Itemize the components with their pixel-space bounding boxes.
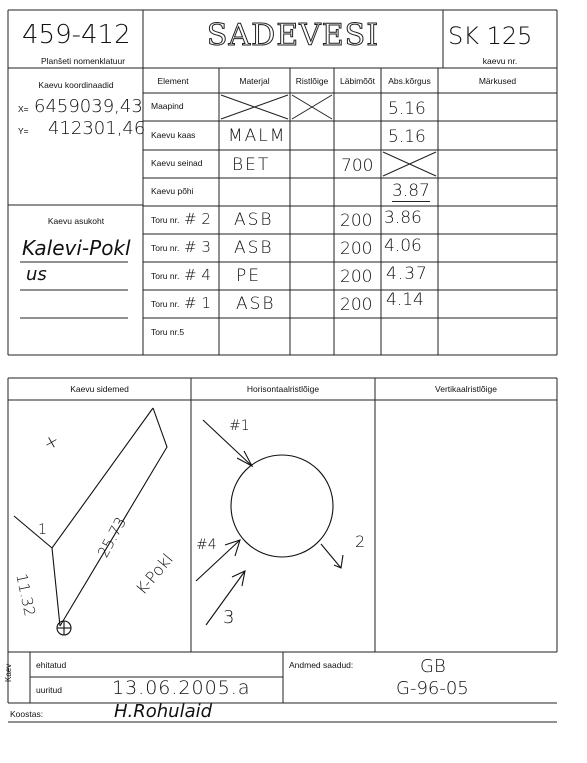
material-toru-2: ASB bbox=[234, 210, 274, 230]
header-abs-korgus: Abs.kõrgus bbox=[388, 76, 431, 86]
x-coordinate: 6459039,43 bbox=[34, 96, 143, 117]
location-line2: us bbox=[26, 264, 47, 285]
sketch-cross: + bbox=[39, 429, 64, 456]
x-prefix: X= bbox=[18, 104, 29, 114]
row-label-maapind: Maapind bbox=[151, 101, 184, 111]
abs-kaevu-pohi: 3.87 bbox=[392, 181, 430, 201]
row-label-toru-5: Toru nr.5 bbox=[151, 327, 185, 337]
sketch-point-1: 1 bbox=[38, 522, 47, 538]
well-number: SK 125 bbox=[448, 22, 533, 50]
pipe-number-3: # 3 bbox=[184, 238, 211, 256]
diameter-toru-1: 200 bbox=[340, 295, 373, 315]
sketch-distance-2: 25.73 bbox=[94, 514, 131, 561]
pipe-label-3: 3 bbox=[223, 607, 235, 628]
page-title: SADEVESI bbox=[206, 18, 380, 53]
sheet-number: 459-412 bbox=[22, 20, 131, 50]
pipe-number-4: # 4 bbox=[184, 266, 211, 284]
source-value-2: G-96-05 bbox=[396, 678, 469, 699]
coords-label: Kaevu koordinaadid bbox=[38, 80, 114, 90]
author-label: Koostas: bbox=[10, 709, 44, 719]
diameter-toru-3: 200 bbox=[340, 239, 373, 259]
row-label-toru-4: Toru nr. bbox=[151, 271, 180, 281]
diameter-kaevu-seinad: 700 bbox=[341, 156, 374, 176]
material-toru-3: ASB bbox=[234, 238, 274, 258]
ties-sketch bbox=[14, 408, 167, 635]
material-toru-4: PE bbox=[236, 266, 261, 286]
header-element: Element bbox=[157, 76, 189, 86]
sheet-label: Planšeti nomenklatuur bbox=[40, 56, 126, 66]
abs-maapind: 5.16 bbox=[388, 99, 426, 119]
row-label-toru-1: Toru nr. bbox=[151, 299, 180, 309]
sketch-street: K-Pokl bbox=[132, 549, 177, 599]
pipe-number-2: # 2 bbox=[184, 210, 211, 228]
y-prefix: Y= bbox=[18, 126, 29, 136]
y-coordinate: 412301,46 bbox=[48, 118, 146, 139]
pipe-label-1: #1 bbox=[229, 418, 250, 434]
abs-toru-1: 4.14 bbox=[386, 290, 424, 310]
location-label: Kaevu asukoht bbox=[47, 216, 105, 226]
footer-side-label: Kaev bbox=[4, 663, 13, 682]
abs-toru-4: 4.37 bbox=[386, 264, 428, 284]
material-kaevu-kaas: MALM bbox=[228, 126, 287, 146]
horizontal-section-label: Horisontaalristlõige bbox=[246, 384, 320, 394]
abs-toru-3: 4.06 bbox=[384, 236, 422, 256]
source-label: Andmed saadud: bbox=[289, 660, 354, 670]
header-materjal: Materjal bbox=[239, 76, 270, 86]
vertical-section-label: Vertikaalristlõige bbox=[435, 384, 497, 394]
pipe-label-4: #4 bbox=[196, 537, 217, 553]
pipe-number-1: # 1 bbox=[184, 294, 211, 312]
diameter-toru-2: 200 bbox=[340, 211, 373, 231]
source-value-1: GB bbox=[420, 656, 446, 677]
sketch-distance-1: 11.32 bbox=[12, 572, 39, 618]
material-toru-1: ASB bbox=[236, 294, 276, 314]
header-ristloige: Ristlõige bbox=[295, 76, 329, 86]
measured-value: 13.06.2005.a bbox=[112, 677, 251, 699]
material-kaevu-seinad: BET bbox=[232, 155, 271, 175]
horizontal-section-drawing bbox=[196, 420, 343, 625]
row-label-kaevu-kaas: Kaevu kaas bbox=[151, 130, 196, 140]
pipe-label-2: 2 bbox=[355, 532, 366, 551]
header-labimoot: Läbimõõt bbox=[340, 76, 375, 86]
diameter-toru-4: 200 bbox=[340, 267, 373, 287]
abs-toru-2: 3.86 bbox=[384, 208, 422, 228]
built-label: ehitatud bbox=[36, 660, 67, 670]
location-line1: Kalevi-Pokl bbox=[22, 236, 131, 260]
well-label: kaevu nr. bbox=[482, 56, 518, 66]
measured-label: uuritud bbox=[36, 685, 62, 695]
row-label-toru-3: Toru nr. bbox=[151, 243, 180, 253]
row-label-toru-2: Toru nr. bbox=[151, 215, 180, 225]
abs-kaevu-kaas: 5.16 bbox=[388, 127, 426, 147]
header-markused: Märkused bbox=[478, 76, 517, 86]
row-label-kaevu-pohi: Kaevu põhi bbox=[151, 186, 194, 196]
row-label-kaevu-seinad: Kaevu seinad bbox=[151, 158, 203, 168]
ties-label: Kaevu sidemed bbox=[70, 384, 129, 394]
author-value: H.Rohulaid bbox=[114, 701, 213, 722]
